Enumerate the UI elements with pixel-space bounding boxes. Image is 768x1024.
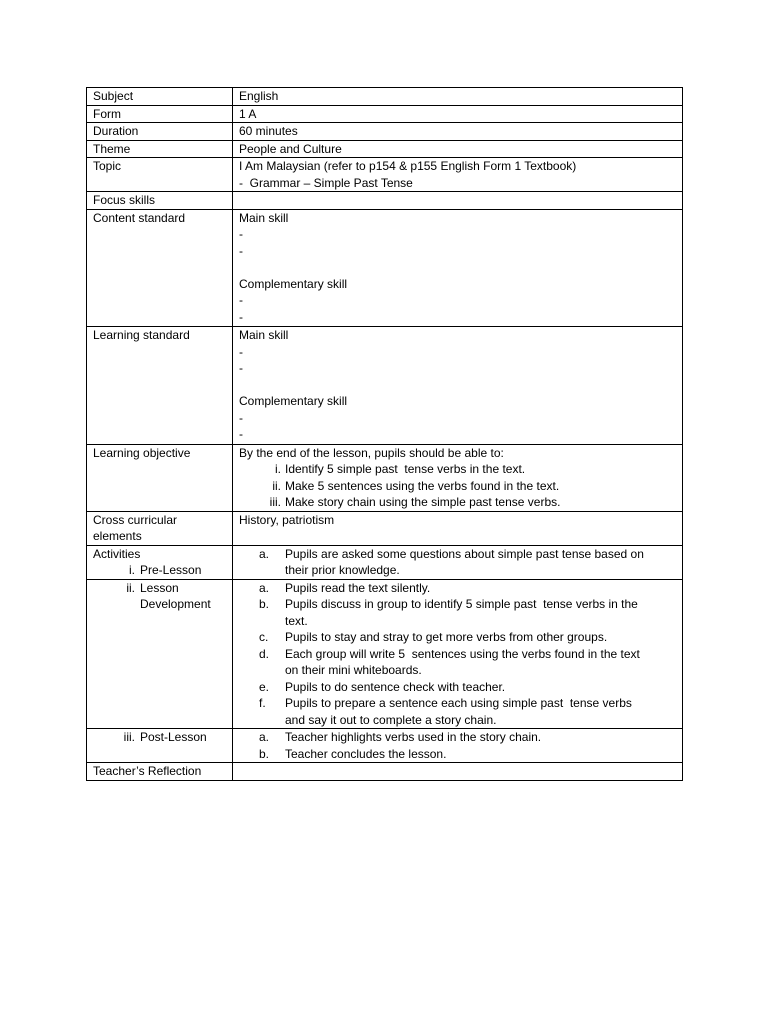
label-form: Form: [87, 105, 233, 123]
learning-complementary-skill: Complementary skill: [239, 394, 348, 408]
objective-text: Make story chain using the simple past tense verbs.: [285, 495, 561, 509]
value-content-standard: [233, 209, 683, 327]
activities-label: Activities: [93, 546, 141, 561]
row-activities-dev: [87, 579, 683, 729]
objective-marker: ii.: [272, 478, 281, 493]
label-content-standard: Content standard: [87, 209, 233, 327]
value-duration: 60 minutes: [233, 123, 683, 141]
label-theme: Theme: [87, 140, 233, 158]
row-theme: [87, 140, 683, 158]
label-topic: Topic: [87, 158, 233, 192]
activity-marker: b.: [259, 746, 270, 761]
value-reflection: [233, 763, 683, 781]
row-learning-objective: [87, 444, 683, 511]
activity-marker: a.: [259, 580, 270, 595]
phase-label: Pre-Lesson: [140, 563, 202, 577]
label-duration: Duration: [87, 123, 233, 141]
activity-marker: c.: [259, 630, 269, 644]
value-activities-dev: [233, 579, 683, 729]
objective-marker: i.: [275, 462, 281, 476]
phase-lesson-development: [93, 580, 232, 613]
learning-comp-dash-1: -: [239, 410, 243, 425]
objective-marker: iii.: [269, 495, 281, 509]
objective-item: [239, 478, 682, 495]
label-activities-pre: [87, 545, 233, 579]
phase-marker: ii.: [126, 580, 135, 595]
activity-line-2: their prior knowledge.: [285, 563, 400, 577]
activity-item: [239, 546, 682, 579]
learning-main-dash-2: -: [239, 361, 243, 375]
activity-line-2: and say it out to complete a story chain.: [285, 712, 497, 727]
activity-item: [239, 596, 682, 629]
content-main-dash-1: -: [239, 227, 243, 241]
row-reflection: [87, 763, 683, 781]
content-main-dash-2: -: [239, 243, 243, 258]
content-comp-dash-2: -: [239, 309, 243, 324]
activity-item: [239, 679, 682, 696]
learning-comp-dash-2: -: [239, 427, 243, 441]
activity-marker: a.: [259, 546, 270, 561]
topic-subtopic: - Grammar – Simple Past Tense: [239, 175, 413, 190]
activity-marker: f.: [259, 696, 266, 710]
value-learning-standard: [233, 327, 683, 445]
row-form: [87, 105, 683, 123]
activity-marker: b.: [259, 597, 270, 611]
activity-line-1: Teacher highlights verbs used in the story chain.: [285, 730, 542, 744]
post-lesson-list: [239, 729, 682, 762]
row-learning-standard: [87, 327, 683, 445]
value-topic: [233, 158, 683, 192]
row-duration: [87, 123, 683, 141]
label-focus-skills: Focus skills: [87, 192, 233, 210]
label-learning-standard: Learning standard: [87, 327, 233, 445]
label-learning-objective: Learning objective: [87, 444, 233, 511]
label-subject: Subject: [87, 88, 233, 106]
value-activities-post: [233, 729, 683, 763]
activity-line-1: Pupils read the text silently.: [285, 580, 431, 595]
label-activities-dev: [87, 579, 233, 729]
content-main-skill: Main skill: [239, 210, 289, 225]
value-focus-skills: [233, 192, 683, 210]
spacer: [239, 377, 682, 394]
phase-marker: i.: [129, 563, 135, 577]
phase-post-lesson: [93, 729, 232, 746]
objective-intro: By the end of the lesson, pupils should be able to:: [239, 445, 504, 460]
topic-text: I Am Malaysian (refer to p154 & p155 English Form 1 Textbook): [239, 159, 577, 173]
activity-item: [239, 729, 682, 746]
value-subject: English: [233, 88, 683, 106]
content-complementary-skill: Complementary skill: [239, 276, 348, 291]
row-focus-skills: [87, 192, 683, 210]
value-learning-objective: [233, 444, 683, 511]
objective-item: [239, 494, 682, 511]
row-activities-pre: [87, 545, 683, 579]
activity-item: [239, 629, 682, 646]
row-activities-post: [87, 729, 683, 763]
objective-text: Identify 5 simple past tense verbs in the text.: [285, 462, 526, 476]
activity-line-1: Pupils are asked some questions about simple past tense based on: [285, 546, 644, 561]
activity-line-1: Each group will write 5 sentences using the verbs found in the text: [285, 646, 640, 661]
phase-label-line-1: Lesson: [140, 580, 179, 595]
activity-line-2: text.: [285, 613, 308, 628]
learning-main-skill: Main skill: [239, 328, 289, 342]
objective-text: Make 5 sentences using the verbs found in the text.: [285, 478, 560, 493]
learning-main-dash-1: -: [239, 344, 243, 359]
activity-item: [239, 646, 682, 679]
development-list: [239, 580, 682, 729]
activity-line-1: Pupils to stay and stray to get more verbs from other groups.: [285, 630, 608, 644]
value-activities-pre: [233, 545, 683, 579]
pre-lesson-list: [239, 546, 682, 579]
activity-line-1: Pupils to prepare a sentence each using simple past tense verbs: [285, 696, 632, 710]
row-topic: [87, 158, 683, 192]
label-activities-post: [87, 729, 233, 763]
phase-label-line-2: Development: [140, 597, 211, 611]
label-reflection: Teacher’s Reflection: [87, 763, 233, 781]
activity-line-1: Pupils discuss in group to identify 5 simple past tense verbs in the: [285, 597, 638, 611]
row-subject: [87, 88, 683, 106]
activity-item: [239, 746, 682, 763]
cross-label-line-2: elements: [93, 529, 142, 543]
spacer: [239, 259, 682, 276]
phase-pre-lesson: [93, 562, 232, 579]
value-form: 1 A: [233, 105, 683, 123]
activity-line-2: on their mini whiteboards.: [285, 663, 422, 677]
lesson-plan-table: [86, 87, 683, 781]
value-theme: People and Culture: [233, 140, 683, 158]
cross-label-line-1: Cross curricular: [93, 512, 178, 527]
objective-list: [239, 461, 682, 511]
activity-item: [239, 695, 682, 728]
phase-label: Post-Lesson: [140, 730, 207, 744]
content-comp-dash-1: -: [239, 293, 243, 307]
value-cross-curricular: History, patriotism: [233, 511, 683, 545]
row-content-standard: [87, 209, 683, 327]
row-cross-curricular: [87, 511, 683, 545]
activity-marker: d.: [259, 646, 270, 661]
label-cross-curricular: [87, 511, 233, 545]
activity-line-1: Teacher concludes the lesson.: [285, 746, 447, 761]
activity-item: [239, 580, 682, 597]
activity-marker: a.: [259, 730, 270, 744]
objective-item: [239, 461, 682, 478]
phase-marker: iii.: [123, 730, 135, 744]
activity-line-1: Pupils to do sentence check with teacher.: [285, 679, 506, 694]
activity-marker: e.: [259, 679, 270, 694]
